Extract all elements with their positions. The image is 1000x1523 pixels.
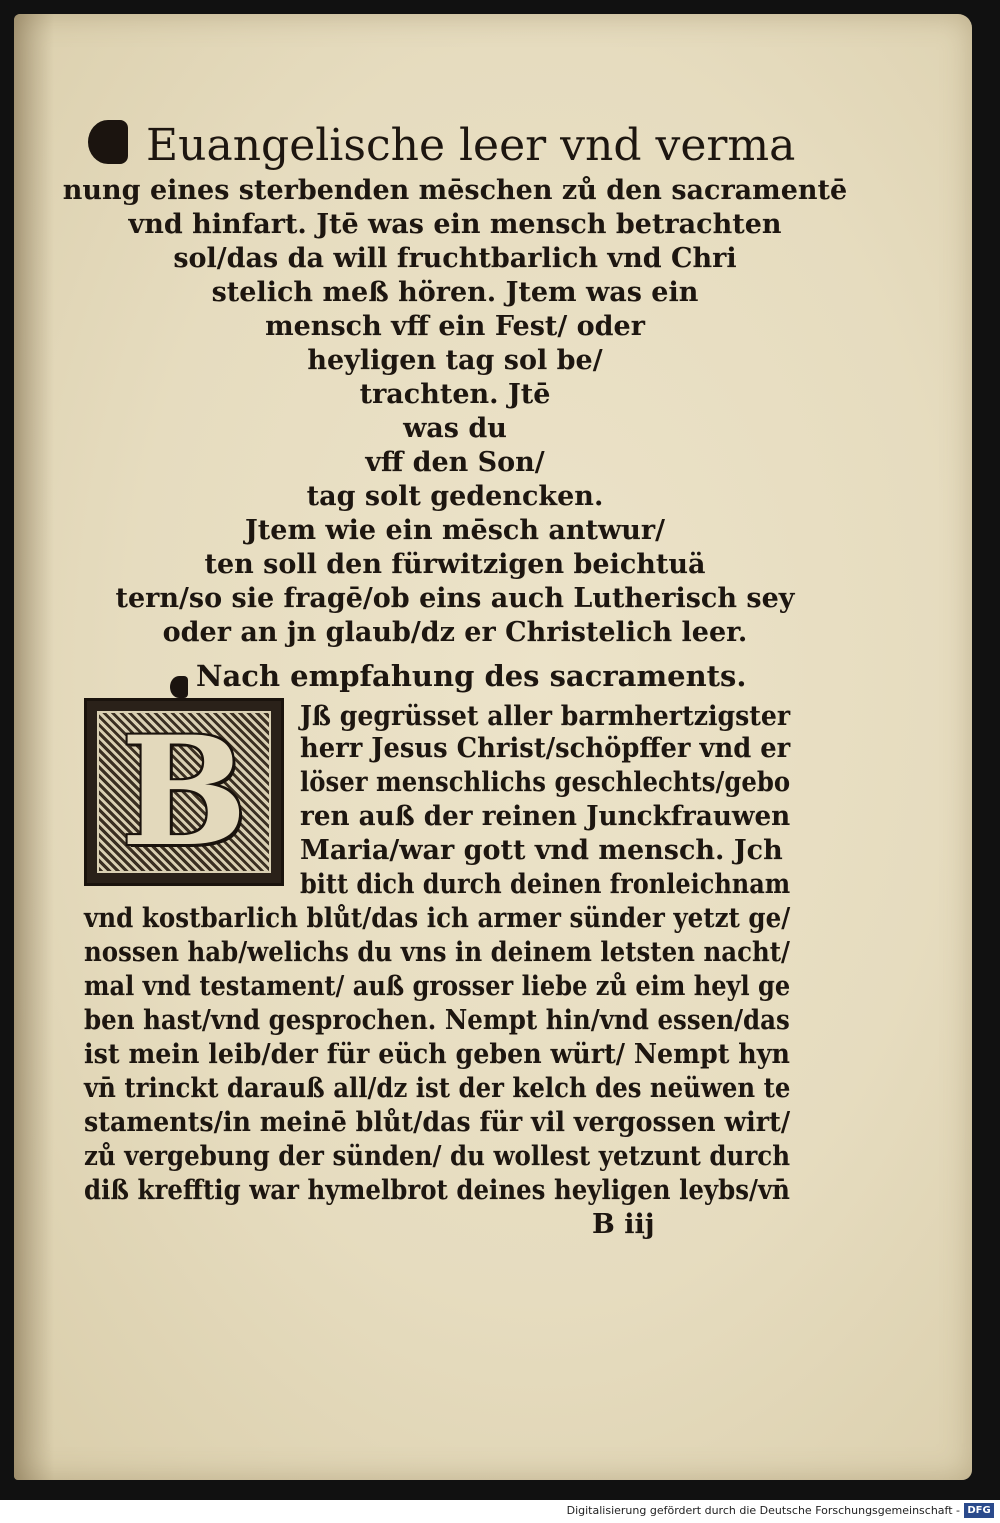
- body-line: ist mein leib/der für eüch geben würt/ Nempt hyn: [84, 1039, 790, 1070]
- initial-letter: B: [120, 704, 248, 880]
- section-heading: Nach empfahung des sacraments.: [196, 659, 747, 693]
- body-line: Maria/war gott vnd mensch. Jch: [300, 835, 783, 866]
- body-line: ben hast/vnd gesprochen. Nempt hin/vnd essen/das: [84, 1005, 790, 1036]
- title-line: tag solt gedencken.: [306, 481, 604, 512]
- body-line: staments/in meinē blůt/das für vil vergossen wirt/: [84, 1107, 791, 1138]
- funding-credit: Digitalisierung gefördert durch die Deutsche Forschungsgemeinschaft -: [566, 1504, 960, 1517]
- title-line: vnd hinfart. Jtē was ein mensch betrachten: [128, 209, 782, 240]
- woodcut-initial: [84, 698, 284, 886]
- body-line: nossen hab/welichs du vns in deinem letsten nacht/: [84, 937, 791, 968]
- title-line: was du: [403, 413, 507, 444]
- body-line: bitt dich durch deinen fronleichnam: [300, 869, 791, 900]
- pilcrow-icon: [170, 676, 188, 698]
- title-line: heyligen tag sol be/: [307, 345, 603, 376]
- title-line: ten soll den fürwitzigen beichtuä: [204, 549, 706, 580]
- title-line: tern/so sie fragē/ob eins auch Lutherisch sey: [115, 583, 795, 614]
- title-line: mensch vff ein Fest/ oder: [265, 311, 645, 342]
- title-line: stelich meß hören. Jtem was ein: [211, 277, 699, 308]
- title-line: trachten. Jtē: [359, 379, 551, 410]
- body-line: herr Jesus Christ/schöpffer vnd er: [300, 733, 791, 764]
- body-line: löser menschlichs geschlechts/gebo: [300, 767, 791, 798]
- title-line: sol/das da will fruchtbarlich vnd Chri: [173, 243, 737, 274]
- body-line: ren auß der reinen Junckfrauwen: [300, 801, 791, 832]
- title-line: nung eines sterbenden mēschen zů den sacramentē: [62, 175, 848, 206]
- title-line: oder an jn glaub/dz er Christelich leer.: [162, 617, 748, 648]
- digitization-footer: [0, 1500, 1000, 1523]
- title-line: vff den Son/: [365, 447, 545, 478]
- body-line: vnd kostbarlich blůt/das ich armer sünder yetzt ge/: [84, 903, 791, 934]
- title-block: [60, 118, 850, 650]
- body-line: zů vergebung der sünden/ du wollest yetzunt durch: [84, 1141, 791, 1172]
- dfg-logo[interactable]: DFG: [964, 1503, 994, 1518]
- body-line: mal vnd testament/ auß grosser liebe zů eim heyl ge: [84, 971, 791, 1002]
- body-line: Jß gegrüsset aller barmhertzigster: [300, 701, 791, 732]
- signature-mark: B iij: [592, 1209, 655, 1240]
- body-line: vn̄ trinckt darauß all/dz ist der kelch des neüwen te: [84, 1073, 791, 1104]
- body-line: diß krefftig war hymelbrot deines heyligen leybs/vn̄: [84, 1175, 790, 1206]
- title-line: Euangelische leer vnd verma: [146, 120, 796, 171]
- title-line: Jtem wie ein mēsch antwur/: [245, 515, 665, 546]
